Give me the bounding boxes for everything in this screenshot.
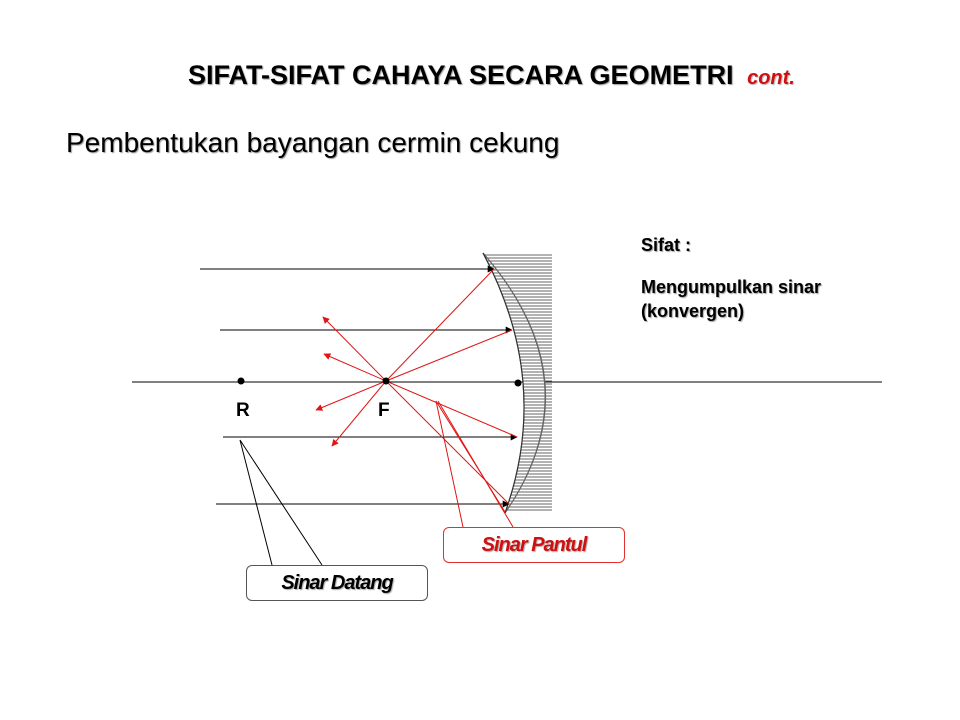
slide-subtitle: Pembentukan bayangan cermin cekung bbox=[66, 127, 560, 158]
properties-line-1: Mengumpulkan sinar bbox=[641, 277, 822, 297]
reflected-ray-1 bbox=[386, 269, 494, 381]
label-F: F bbox=[378, 400, 390, 421]
properties-box bbox=[641, 233, 821, 323]
incident-callout-pointer bbox=[240, 440, 322, 565]
reflected-ray-4-extension bbox=[323, 317, 386, 381]
reflected-ray-2 bbox=[386, 330, 512, 381]
label-R: R bbox=[236, 400, 250, 421]
center-of-curvature-dot bbox=[238, 378, 245, 385]
title-text: SIFAT-SIFAT CAHAYA SECARA GEOMETRI bbox=[188, 60, 734, 90]
properties-line-2: (konvergen) bbox=[641, 301, 745, 321]
incident-ray-callout: Sinar Datang bbox=[246, 565, 428, 601]
properties-label: Sifat : bbox=[641, 235, 692, 255]
reflected-callout-pointer bbox=[436, 401, 513, 527]
reflected-ray-4 bbox=[386, 381, 509, 504]
title-suffix: cont. bbox=[747, 67, 795, 89]
reflected-ray-3-extension bbox=[324, 354, 386, 381]
reflected-ray-callout: Sinar Pantul bbox=[443, 527, 625, 563]
reflected-ray-2-extension bbox=[316, 381, 386, 410]
reflected-ray-3 bbox=[386, 381, 517, 437]
reflected-rays bbox=[316, 269, 517, 504]
mirror-vertex-dot bbox=[515, 380, 522, 387]
focal-point-dot bbox=[383, 378, 390, 385]
